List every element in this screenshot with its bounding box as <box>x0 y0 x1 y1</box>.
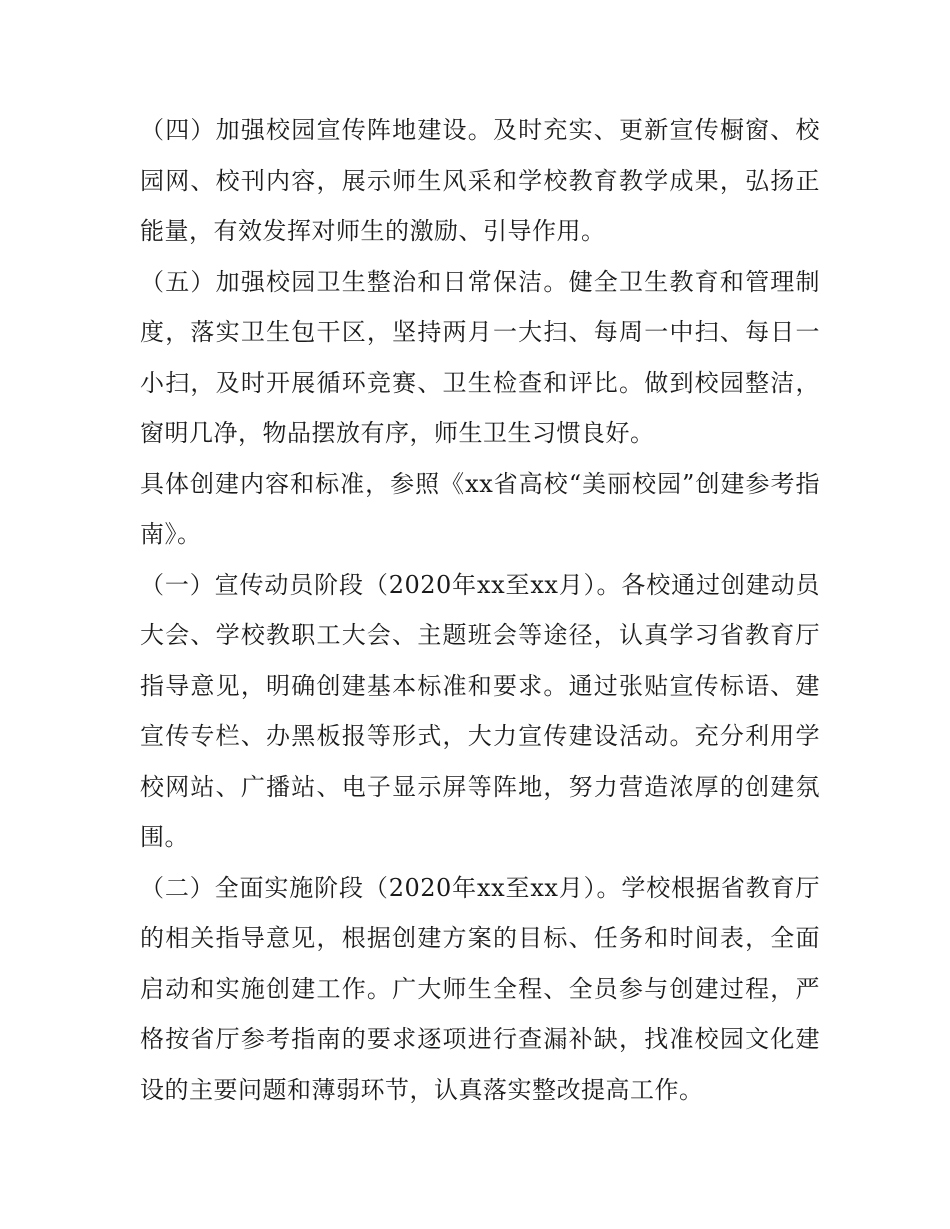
paragraph-standards-reference: 具体创建内容和标准，参照《xx省高校“美丽校园”创建参考指南》。 <box>140 469 820 548</box>
document-body <box>140 105 820 1115</box>
paragraph-campus-publicity: （四）加强校园宣传阵地建设。及时充实、更新宣传橱窗、校园网、校刊内容，展示师生风采和学校教育教学成果，弘扬正能量，有效发挥对师生的激励、引导作用。 <box>140 116 820 245</box>
paragraph-stage-implementation: （二）全面实施阶段（2020年xx至xx月）。学校根据省教育厅的相关指导意见，根据创建方案的目标、任务和时间表，全面启动和实施创建工作。广大师生全程、全员参与创建过程，严格按省厅参考指南的要求逐项进行查漏补缺，找准校园文化建设的主要问题和薄弱环节，认真落实整改提高工作。 <box>140 873 820 1104</box>
paragraph-campus-hygiene: （五）加强校园卫生整治和日常保洁。健全卫生教育和管理制度，落实卫生包干区，坚持两月一大扫、每周一中扫、每日一小扫，及时开展循环竞赛、卫生检查和评比。做到校园整洁，窗明几净，物品摆放有序，师生卫生习惯良好。 <box>140 267 820 447</box>
paragraph-stage-mobilization: （一）宣传动员阶段（2020年xx至xx月）。各校通过创建动员大会、学校教职工大会、主题班会等途径，认真学习省教育厅指导意见，明确创建基本标准和要求。通过张贴宣传标语、建宣传专栏、办黑板报等形式，大力宣传建设活动。充分利用学校网站、广播站、电子显示屏等阵地，努力营造浓厚的创建氛围。 <box>140 570 820 851</box>
